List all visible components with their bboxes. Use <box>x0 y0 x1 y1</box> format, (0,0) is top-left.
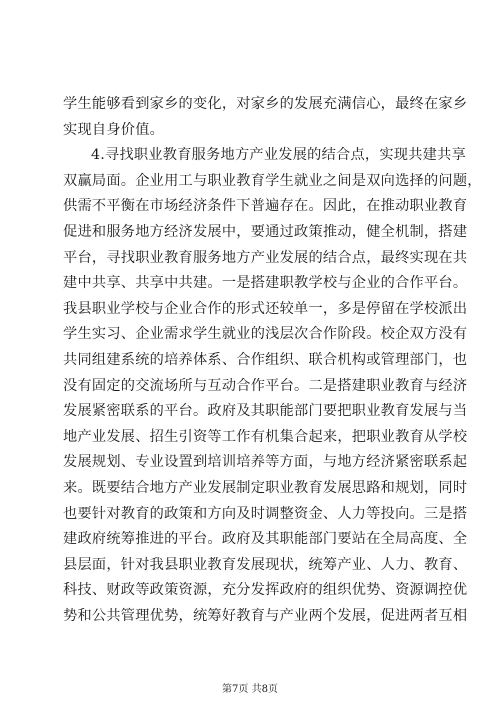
text-line: 科技、财政等政策资源，充分发挥政府的组织优势、资源调控优 <box>63 582 468 599</box>
text-line: 平台，寻找职业教育服务地方产业发展的结合点，最终实现在共 <box>63 249 468 266</box>
text-line: 供需不平衡在市场经济条件下普遍存在。因此，在推动职业教育 <box>63 198 468 215</box>
text-line: 促进和服务地方经济发展中，要通过政策推动，健全机制，搭建 <box>63 223 468 240</box>
text-line: 也要针对教育的政策和方向及时调整资金、人力等投向。三是搭 <box>63 505 468 522</box>
text-line: 共同组建系统的培养体系、合作组织、联合机构或管理部门，也 <box>63 351 468 368</box>
text-line: 实现自身价值。 <box>63 121 165 138</box>
text-line: 发展规划、专业设置到培训培养等方面，与地方经济紧密联系起 <box>63 454 468 471</box>
text-line: 建中共享、共享中共建。一是搭建职教学校与企业的合作平台。 <box>63 275 468 292</box>
text-line: 发展紧密联系的平台。政府及其职能部门要把职业教育发展与当 <box>63 403 468 420</box>
text-line: 地产业发展、招生引资等工作有机集合起来，把职业教育从学校 <box>63 428 468 445</box>
text-line: 势和公共管理优势，统筹好教育与产业两个发展，促进两者互相 <box>63 607 468 624</box>
text-line: 县层面，针对我县职业教育发展现状，统筹产业、人力、教育、 <box>63 556 468 573</box>
document-body <box>63 92 482 629</box>
text-line: 双赢局面。企业用工与职业教育学生就业之间是双向选择的问题， <box>63 172 482 189</box>
text-line: 我县职业学校与企业合作的形式还较单一，多是停留在学校派出 <box>63 300 468 317</box>
text-line: 4.寻找职业教育服务地方产业发展的结合点，实现共建共享 <box>91 147 466 164</box>
text-line: 没有固定的交流场所与互动合作平台。二是搭建职业教育与经济 <box>63 377 468 394</box>
text-line: 学生能够看到家乡的变化，对家乡的发展充满信心，最终在家乡 <box>63 96 468 112</box>
page-number-footer: 第7页 共8页 <box>222 684 278 695</box>
text-line: 学生实习、企业需求学生就业的浅层次合作阶段。校企双方没有 <box>63 326 468 343</box>
text-line: 建政府统筹推进的平台。政府及其职能部门要站在全局高度、全 <box>63 531 468 548</box>
text-line: 来。既要结合地方产业发展制定职业教育发展思路和规划，同时 <box>63 479 468 496</box>
